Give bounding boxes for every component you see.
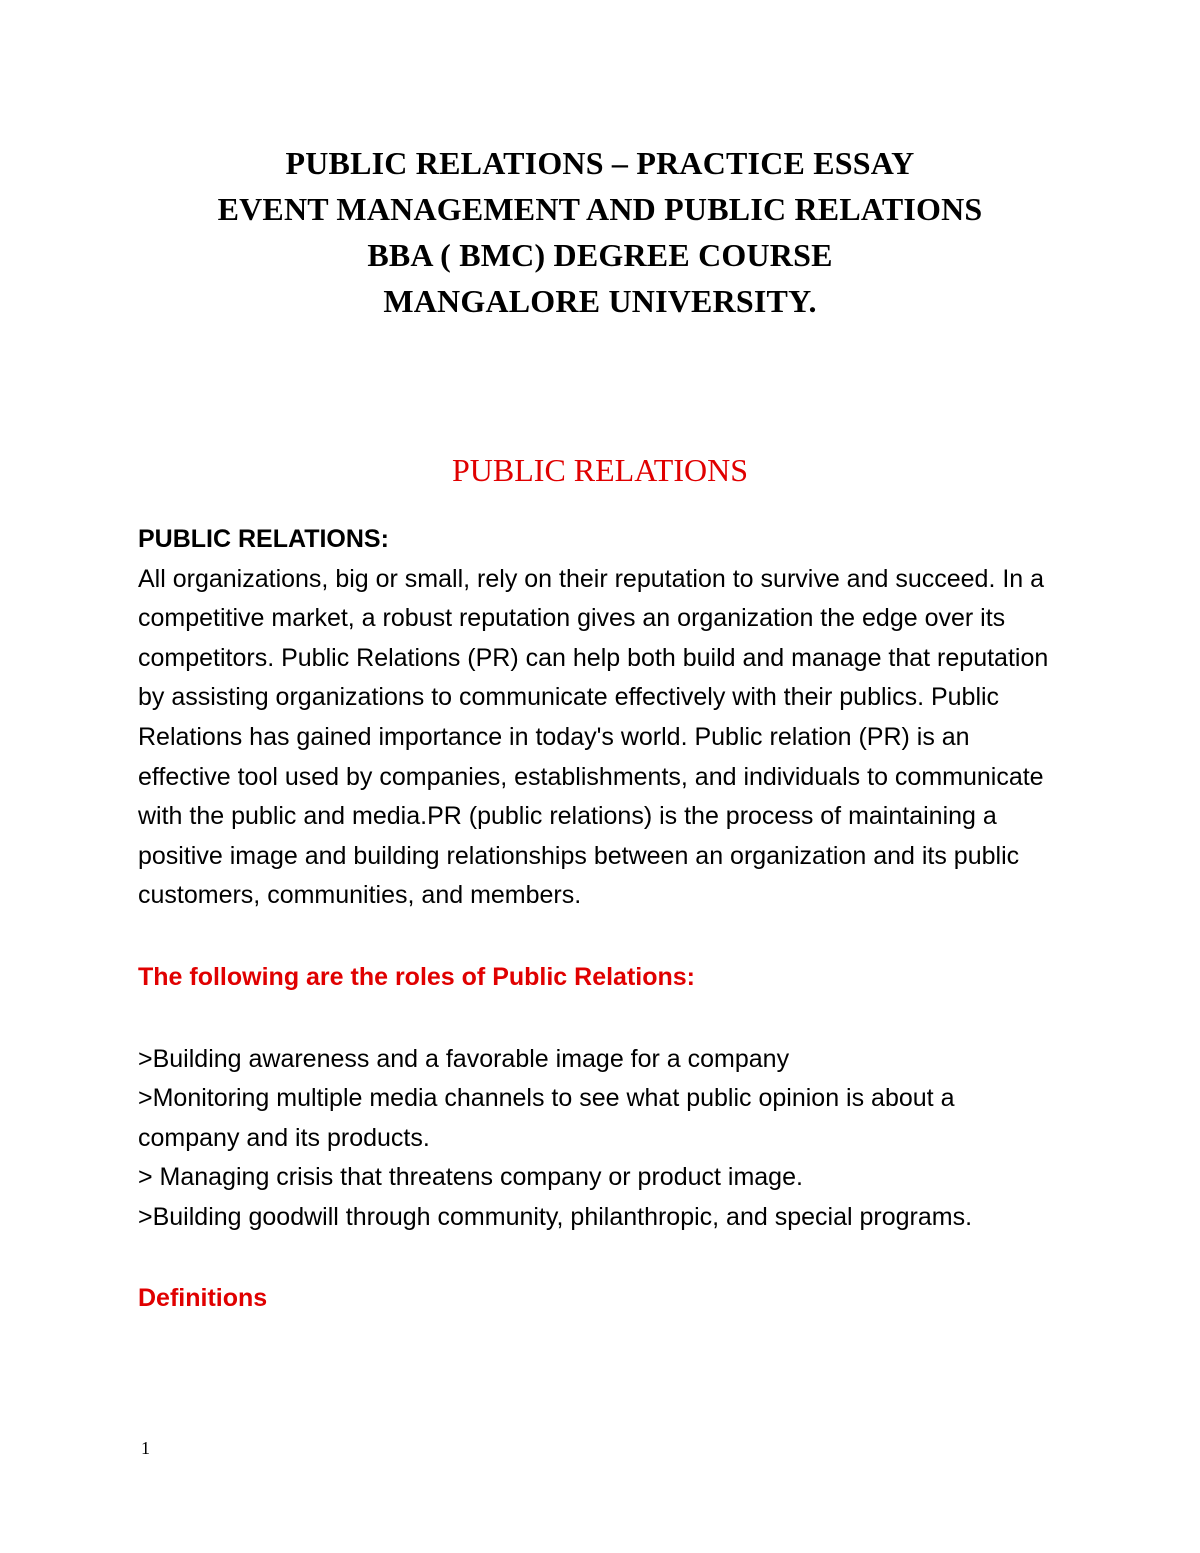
list-item: >Monitoring multiple media channels to see what public opinion is about a company and its products. [138, 1084, 955, 1152]
list-item: >Building awareness and a favorable image for a company [138, 1044, 790, 1073]
subheading: PUBLIC RELATIONS: [138, 525, 389, 553]
list-item: > Managing crisis that threatens company or product image. [138, 1163, 803, 1192]
intro-paragraph: All organizations, big or small, rely on their reputation to survive and succeed. In a competitive market, a robust reputation gives an organization the edge over its competitors. Public Relations (PR) can help both build and manage that reputation by assisting organizations to communicate effectively with their publics. Public Relations has gained importance in today's world. Public relation (PR) is an effective tool used by companies, establishments, and individuals to communicate with the public and media.PR (public relations) is the process of maintaining a positive image and building relationships between an organization and its public customers, communities, and members. [138, 564, 1049, 910]
roles-list [138, 1040, 1058, 1238]
title-line-4: MANGALORE UNIVERSITY. [383, 283, 817, 319]
definitions-heading: Definitions [138, 1283, 268, 1312]
document-body [138, 520, 1058, 1318]
title-line-2: EVENT MANAGEMENT AND PUBLIC RELATIONS [217, 191, 983, 227]
title-line-1: PUBLIC RELATIONS – PRACTICE ESSAY [285, 145, 915, 181]
page-number: 1 [141, 1438, 150, 1458]
section-heading: PUBLIC RELATIONS [451, 452, 748, 488]
list-item: >Building goodwill through community, philanthropic, and special programs. [138, 1202, 973, 1231]
title-line-3: BBA ( BMC) DEGREE COURSE [367, 237, 833, 273]
document-title [0, 140, 1200, 324]
roles-heading: The following are the roles of Public Relations: [138, 962, 696, 991]
